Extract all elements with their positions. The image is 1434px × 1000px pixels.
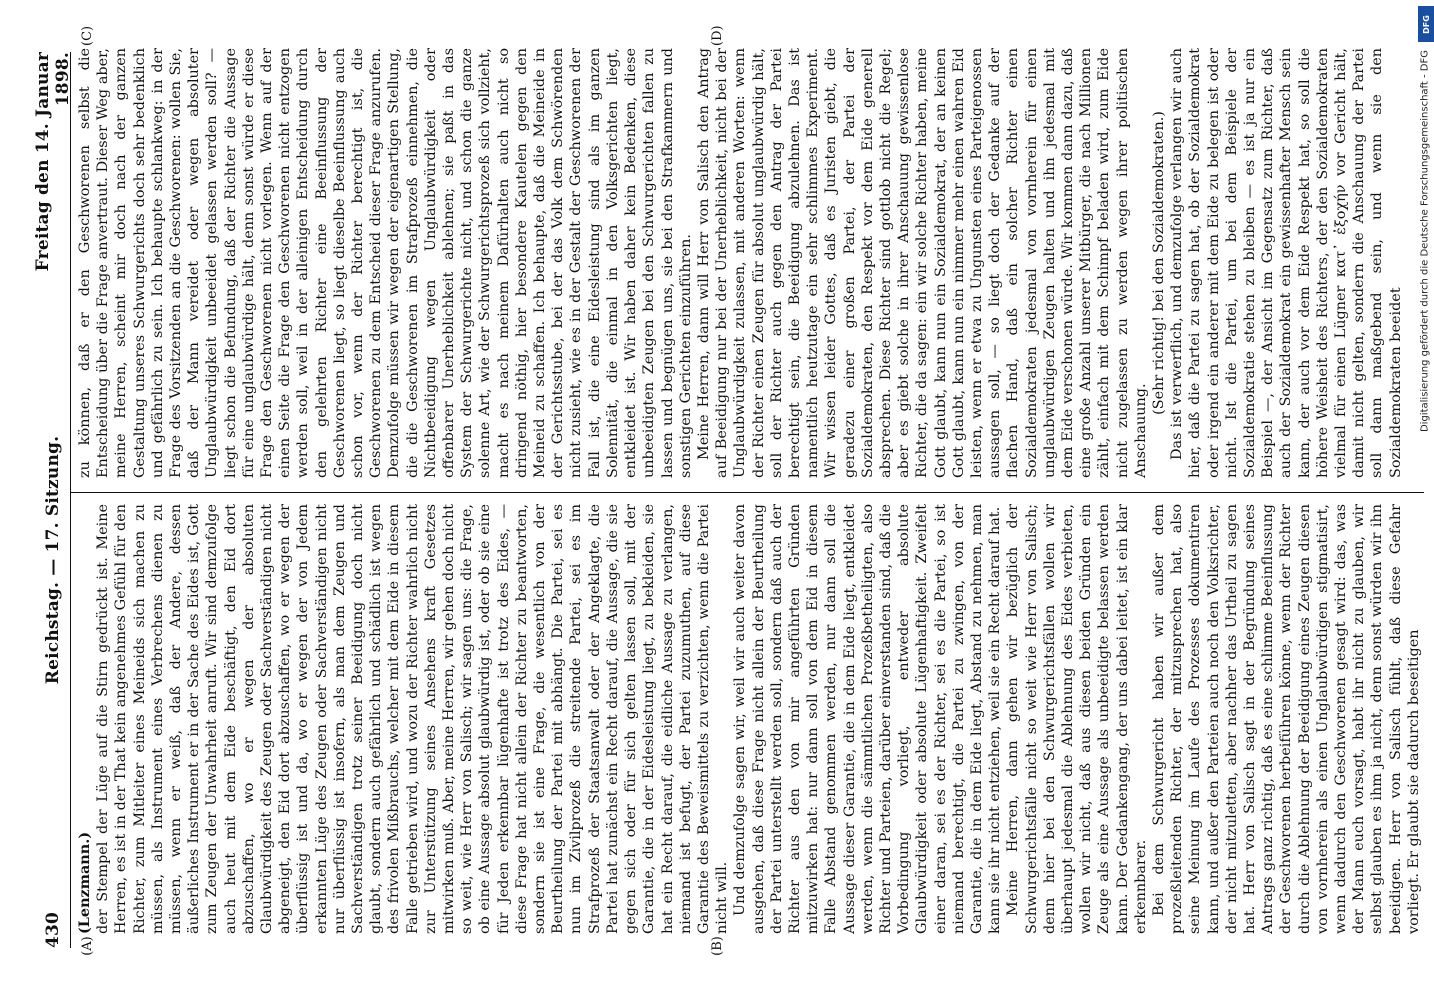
column-divider (70, 492, 1424, 493)
margin-label-c: (C) (80, 25, 95, 46)
paragraph: Und demzufolge sagen wir, weil wir auch weiter davon ausgehen, daß diese Frage nicht allein der Beurtheilung der Partei unterstellt werden soll, sondern daß auch der Richter aus den von mir angeführten Gründen mitzuwirken hat: nur dann soll von dem Eid in diesem Falle Abstand genommen werden, nur dann soll die Aussage dieser Garantie, die in dem Eide liegt, entkleidet werden, wenn die sämmtlichen Prozeßbetheiligten, also Richter und Parteien, darüber einverstanden sind, daß die Vorbedingung vorliegt, entweder absolute Glaubwürdigkeit oder absolute Lügenhaftigkeit. Zweifelt einer daran, sei es der Richter, sei es die Partei, so ist niemand berechtigt, die Partei zu zwingen, von der Garantie, die in dem Eide liegt, Abstand zu nehmen, man kann sie ihr nicht entziehen, weil sie ein Recht darauf hat. (732, 504, 1004, 934)
attribution-text: Digitalisierung gefördert durch die Deutsche Forschungsgemeinschaft - DFG (1419, 50, 1431, 433)
dfg-logo (1418, 6, 1434, 42)
paragraph: Meine Herren, dann gehen wir bezüglich der Schwurgerichtsfälle nicht so weit wie Herr von Salisch; denn hier bei den Schwurgerichtsfällen wollen wir überhaupt jedesmal die Ablehnung des Eides verbieten, wollen wir nicht, daß aus diesen beiden Gründen ein Zeuge als eine Aussage als unbeeidigte belassen werden kann. Der Gedankengang, der uns dabei leitet, ist ein klar erkennbarer. (1005, 504, 1149, 934)
page-number: 430 (43, 911, 63, 948)
page-date: Freitag den 14. Januar 1898. (33, 52, 73, 272)
digitization-attribution (1418, 6, 1432, 994)
paragraph: der Stempel der Lüge auf die Stirn gedrückt ist. Meine Herren, es ist in der That kein angenehmes Gefühl für den Richter, zum Mitleiter eines Meineids sich machen zu müssen, als Instrument eines Verbrechens dienen zu müssen, wenn er weiß, daß der Andere, dessen äußerliches Instrument er in der Sache des Eides ist, Gott zum Zeugen der Unwahrheit anruft. Wir sind demzufolge auch heut mit dem Eide beschäftigt, den Eid dort abzuschaffen, wo er wegen der absoluten Glaubwürdigkeit des Zeugen oder Sachverständigen nicht abgeneigt, den Eid dort abzuschaffen, wo er wegen der überflüssig ist und da, wo er wegen der von Jedem erkannten Lüge des Zeugen oder Sachverständigen nicht nur überflüssig ist insofern, als man dem Zeugen und Sachverständigen trotz seiner Beeidigung doch nicht glaubt, sondern auch gefährlich und schädlich ist wegen des frivolen Mißbrauchs, welcher mit dem Eide in diesem Falle getrieben wird, und wozu der Richter wahrlich nicht zur Unterstützung seines Ansehens kraft Gesetzes mitwirken muß. Aber, meine Herren, wir gehen doch nicht so weit, wie Herr von Salisch; wir sagen uns: die Frage, ob eine Aussage absolut glaubwürdig ist, oder ob sie eine für Jeden erkennbar lügenhafte ist trotz des Eides, — diese Frage hat nicht allein der Richter zu beantworten, sondern sie ist eine Frage, die wesentlich von der Beurtheilung der Partei mit abhängt. Die Partei, sei es nun im Zivilprozeß die streitende Partei, sei es im Strafprozeß der Staatsanwalt oder der Angeklagte, die Partei hat zunächst ein Recht darauf, die Aussage, die sie gegen sich oder für sich gelten lassen soll, mit der Garantie, die in der Eidesleistung liegt, zu bekleiden, sie hat ein Recht darauf, die eidliche Aussage zu verlangen, niemand ist befugt, der Partei zuzumuthen, auf diese Garantie des Beweismittels zu verzichten, wenn die Partei nicht will. (95, 504, 731, 934)
page-title: Reichstag. — 17. Sitzung. (43, 435, 63, 685)
page-header (33, 52, 73, 948)
paragraph: Bei dem Schwurgericht haben wir außer dem prozeßleitenden Richter, der mitzusprechen hat, also seine Meinung im Laufe des Prozesses dokumentiren kann, und außer den Parteien auch noch den Volksrichter, der nicht mitzuletten, aber nachher das Urtheil zu sagen hat. Herr von Salisch sagt in der Begründung seines Antrags ganz richtig, daß es eine schlimme Beeinflussung der Geschworenen herbeiführen könne, wenn der Richter durch die Ablehnung der Beeidigung eines Zeugen diesen von vornherein als einen Unglaubwürdigen stigmatisirt, wenn dadurch den Geschworenen gesagt wird: das, was der Mann euch vorsagt, habt ihr nicht zu glauben, wir selbst glauben es ihm ja nicht, denn sonst würden wir ihn beeidigen. Herr von Salisch fühlt, daß diese Gefahr vorliegt. Er glaubt sie dadurch beseitigen (1150, 504, 1422, 934)
interjection: (Sehr richtig! bei den Sozialdemokraten.) (1150, 111, 1167, 415)
paragraph: Meine Herren, dann will Herr von Salisch den Antrag auf Beeidigung nur bei der Unerheblichkeit, nicht bei der Unglaubwürdigkeit zulassen, mit anderen Worten: wenn der Richter einen Zeugen für absolut unglaubwürdig hält, soll der Richter auch gegen den Antrag der Partei berechtigt sein, die Beeidigung abzulehnen. Das ist namentlich heutzutage ein sehr schlimmes Experiment. Wir wissen leider Gottes, daß es Juristen giebt, die geradezu einer großen Partei, der Partei der Sozialdemokraten, den Respekt vor dem Eide generell absprechen. Diese Richter sind gottlob nicht die Regel; aber es giebt solche in ihrer Anschauung gewissenlose Richter, die da sagen: ein wir solche Richter haben, meine Gott glaubt, kann nun ein Sozialdemokrat, der an keinen Gott glaubt, kann nun ein nimmer mehr einen wahren Eid leisten, wenn er etwa zu Ungunsten eines Parteigenossen aussagen soll, — so liegt doch der Gedanke auf der flachen Hand, daß ein solcher Richter einen Sozialdemokraten jedesmal von vornherein für einen unglaubwürdigen Zeugen halten und ihn jedesmal mit dem Eide verschonen würde. Wir kommen dann dazu, daß eine große Anzahl unserer Mitbürger, die nach Millionen zählt, einfach mit dem Schimpf beladen wird, zum Eide nicht zugelassen zu werden wegen ihrer politischen Anschauung. (695, 48, 1149, 478)
margin-label-b: (B) (710, 936, 725, 956)
left-column (76, 504, 1422, 934)
speaker-name: (Lenzmann.) (76, 831, 93, 934)
paragraph: Das ist verwerflich, und demzufolge verlangen wir auch hier, daß die Partei zu sagen hat, ob der Sozialdemokrat oder irgend ein anderer mit dem Eide zu belegen ist oder nicht. Ist die Partei, um bei dem Beispiele der Sozialdemokratie stehen zu bleiben — es ist ja nur ein Beispiel —, der Ansicht im Gegensatz zum Richter, daß auch der Sozialdemokrat ein gewissenhafter Mensch sein kann, der auch vor dem Eide Respekt hat, so soll die höhere Weisheit des Richters, der den Sozialdemokraten vielmal für einen Lügner κατ᾽ ἐξοχήν vor Gericht hält, damit nicht gelten, sondern die Anschauung der Partei soll dann maßgebend sein, und wenn sie den Sozialdemokraten beeidet (1169, 48, 1404, 478)
paragraph: zu können, daß er den Geschworenen selbst die Entscheidung über die Frage anvertraut. Dieser Weg aber, meine Herren, scheint mir doch nach der ganzen Gestaltung unseres Schwurgerichts doch sehr bedenklich und gefährlich zu sein. Ich behaupte schlankweg: in der Frage des Vorsitzenden an die Geschworenen: wollen Sie, daß der Mann vereidet oder wegen absoluter Unglaubwürdigkeit unbeeidet gelassen werden soll? — liegt schon die Befundung, daß der Richter die Aussage für eine unglaubwürdige hält, denn sonst würde er diese Frage den Geschworenen nicht vorlegen. Wenn auf der einen Seite die Frage den Geschworenen nicht entzogen werden soll, weil in der alleinigen Entscheidung durch den gelehrten Richter eine Beeinflussung der Geschworenen liegt, so liegt dieselbe Beeinflussung auch schon vor, wenn der Richter berechtigt ist, die Geschworenen zu dem Entscheid dieser Frage anzurufen. Demzufolge müssen wir wegen der eigenartigen Stellung, die die Geschworenen im Strafprozeß einnehmen, die Nichtbeeidigung wegen Unglaubwürdigkeit oder offenbarer Unerheblichkeit ablehnen; sie paßt in das System der Schwurgerichte nicht, und schon die ganze solenne Art, wie der Schwurgerichtsprozeß sich vollzieht, macht es nach meinem Dafürhalten auch nicht so dringend nöthig, hier besondere Kautelen gegen den Meineid zu schaffen. Ich behaupte, daß die Meineide in der Gerichtsstube, bei der das Volk dem Schwörenden nicht zusieht, wie es in der Gestalt der Geschworenen der Fall ist, die eine Eidesleistung sind als im ganzen Solennität, die einmal in den Volksgerichten liegt, entkleidet ist. Wir haben daher kein Bedenken, diese unbeeidigten Zeugen bei den Schwurgerichten fallen zu lassen und begnügen uns, sie bei den Strafkammern und sonstigen Gerichten einzuführen. (77, 48, 694, 478)
margin-label-d: (D) (710, 25, 725, 46)
margin-label-a: (A) (80, 936, 95, 956)
right-column (76, 48, 1422, 478)
dfg-logo-text: DFG (1421, 14, 1431, 34)
header-rule (70, 52, 71, 948)
